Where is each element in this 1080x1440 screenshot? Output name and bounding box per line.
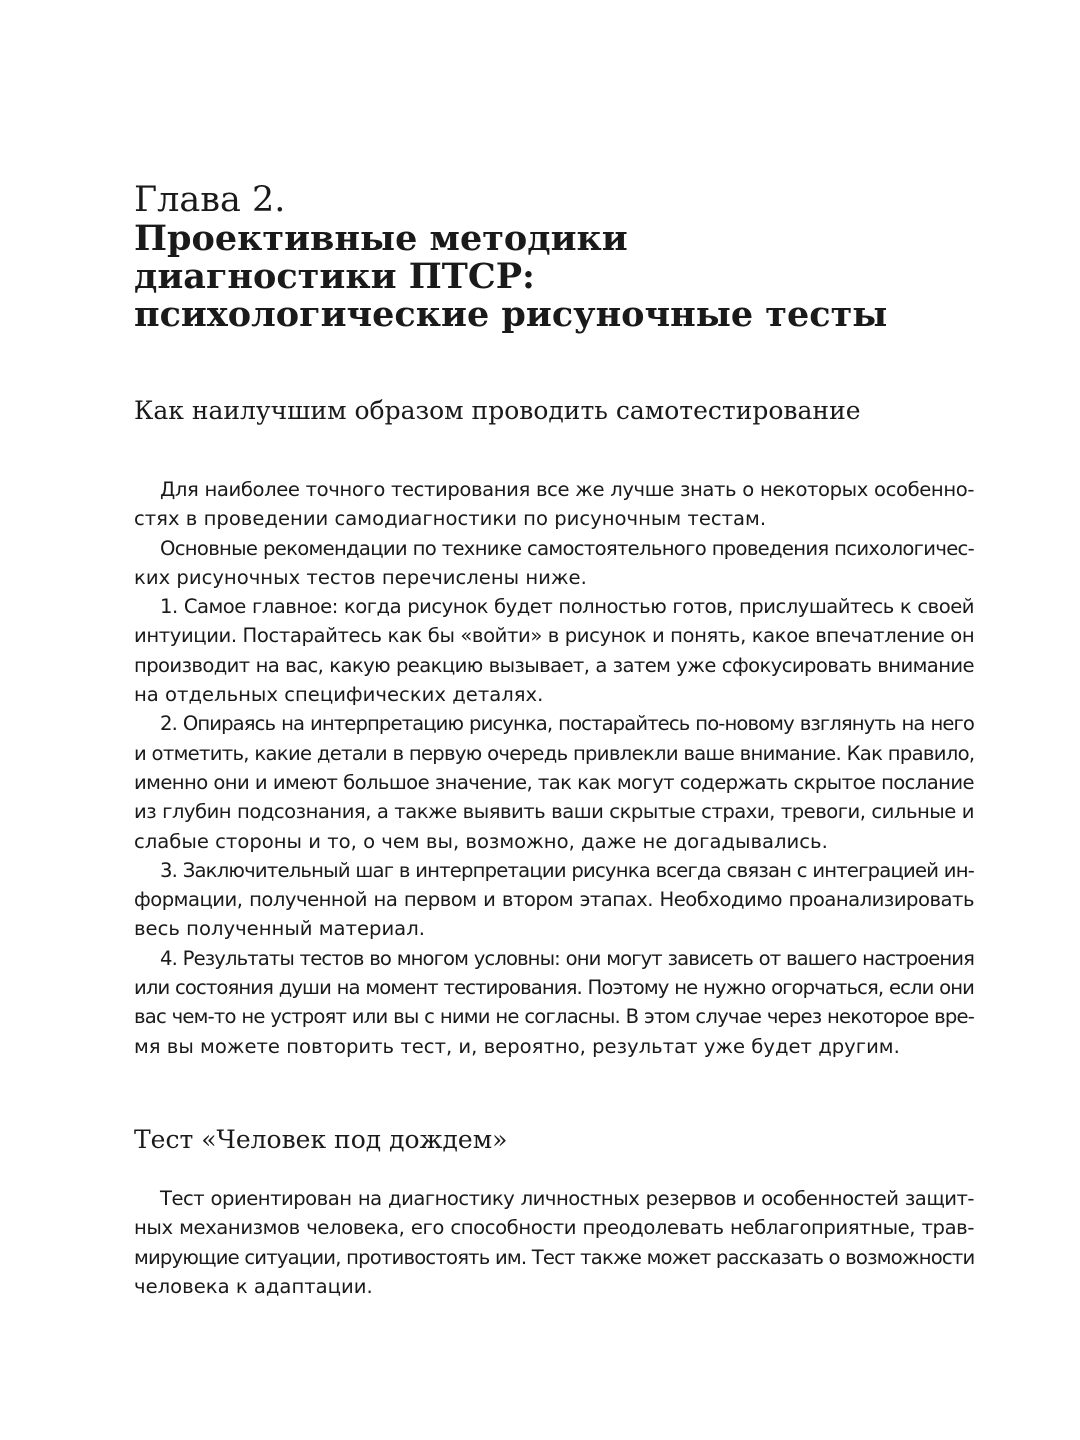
text-line: Основные рекомендации по технике самостоятельного проведения психологичес- bbox=[160, 536, 974, 560]
chapter-title-line: психологические рисуночные тесты bbox=[134, 294, 888, 335]
text-line: на отдельных специфических деталях. bbox=[134, 683, 544, 707]
text-line: вас чем-то не устроят или вы с ними не согласны. В этом случае через некоторое вре- bbox=[134, 1005, 974, 1029]
section-heading-rain-test: Тест «Человек под дождем» bbox=[134, 1125, 508, 1154]
chapter-title-line: Проективные методики bbox=[134, 218, 628, 259]
section-heading-self-testing: Как наилучшим образом проводить самотестирование bbox=[134, 396, 861, 425]
text-line: и отметить, какие детали в первую очередь привлекли ваше внимание. Как правило, bbox=[134, 741, 975, 765]
text-line: стях в проведении самодиагностики по рисуночным тестам. bbox=[134, 507, 767, 531]
text-line: Для наиболее точного тестирования все же лучше знать о некоторых особенно- bbox=[160, 478, 974, 501]
text-line: 4. Результаты тестов во многом условны: они могут зависеть от вашего настроения bbox=[160, 946, 974, 970]
text-line: Тест ориентирован на диагностику личностных резервов и особенностей защит- bbox=[160, 1187, 974, 1210]
chapter-title bbox=[134, 220, 994, 334]
text-line: весь полученный материал. bbox=[134, 917, 425, 941]
text-line: мя вы можете повторить тест, и, вероятно, результат уже будет другим. bbox=[134, 1034, 900, 1058]
chapter-title-line: диагностики ПТСР: bbox=[134, 256, 535, 297]
text-line: производит на вас, какую реакцию вызывает, а затем уже сфокусировать внимание bbox=[134, 653, 974, 677]
text-line: 3. Заключительный шаг в интерпретации рисунка всегда связан с интеграцией ин- bbox=[160, 858, 974, 882]
paragraph bbox=[134, 1184, 974, 1301]
section-body-self-testing bbox=[134, 475, 974, 1061]
paragraph bbox=[134, 856, 974, 944]
paragraph bbox=[134, 475, 974, 534]
text-line: слабые стороны и то, о чем вы, возможно, даже не догадывались. bbox=[134, 829, 828, 853]
paragraph bbox=[134, 709, 974, 855]
text-line: 2. Опираясь на интерпретацию рисунка, постарайтесь по-новому взглянуть на него bbox=[160, 712, 974, 736]
text-line: или состояния души на момент тестирования. Поэтому не нужно огорчаться, если они bbox=[134, 976, 974, 1000]
text-line: именно они и имеют большое значение, так как могут содержать скрытое послание bbox=[134, 770, 974, 794]
section-body-rain-test bbox=[134, 1184, 974, 1301]
paragraph bbox=[134, 534, 974, 593]
text-line: формации, полученной на первом и втором этапах. Необходимо проанализировать bbox=[134, 888, 974, 912]
text-line: ных механизмов человека, его способности преодолевать неблагоприятные, трав- bbox=[134, 1216, 974, 1240]
text-line: из глубин подсознания, а также выявить ваши скрытые страхи, тревоги, сильные и bbox=[134, 800, 974, 824]
text-line: интуиции. Постарайтесь как бы «войти» в рисунок и понять, какое впечатление он bbox=[134, 624, 975, 648]
text-line: человека к адаптации. bbox=[134, 1274, 373, 1298]
text-line: ких рисуночных тестов перечислены ниже. bbox=[134, 565, 587, 589]
chapter-label: Глава 2. bbox=[134, 180, 286, 220]
paragraph bbox=[134, 944, 974, 1061]
paragraph bbox=[134, 592, 974, 709]
text-line: 1. Самое главное: когда рисунок будет полностью готов, прислушайтесь к своей bbox=[160, 595, 974, 619]
text-line: мирующие ситуации, противостоять им. Тест также может рассказать о возможности bbox=[134, 1245, 975, 1269]
